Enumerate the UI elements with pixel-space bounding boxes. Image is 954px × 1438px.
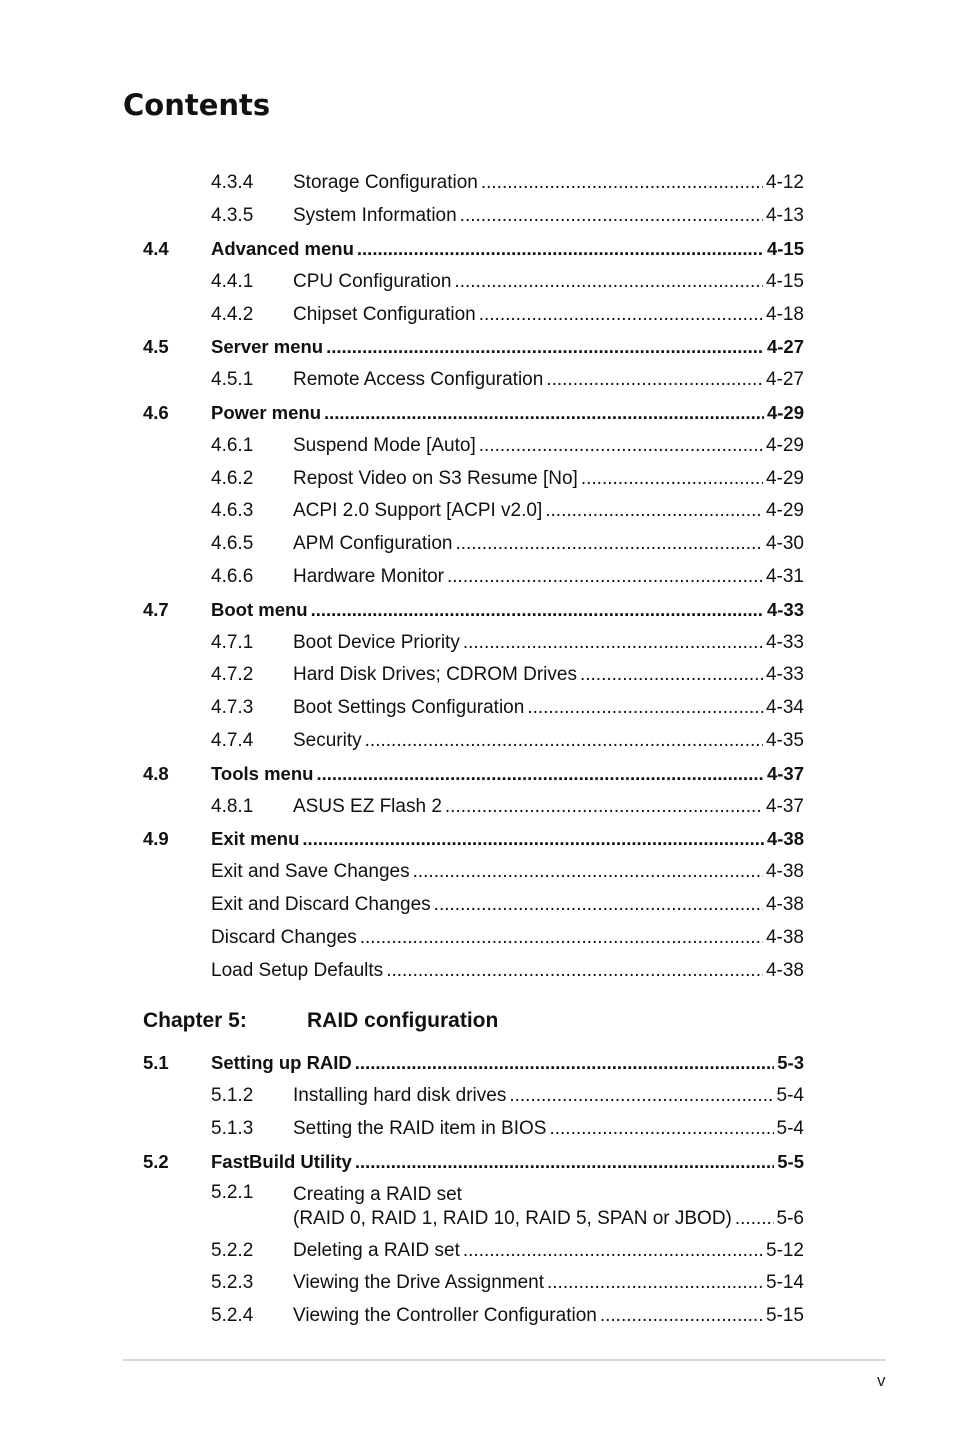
toc-entry-page: 5-3: [777, 1052, 804, 1074]
dot-leader: [527, 697, 763, 719]
toc-entry-number: 4.4.1: [211, 270, 254, 292]
toc-entry-title: Tools menu: [211, 762, 314, 784]
chapter-title: RAID configuration: [307, 1008, 499, 1032]
toc-entry[interactable]: [143, 921, 804, 954]
toc-entry-page: 4-33: [765, 631, 804, 653]
toc-entry-body: [293, 632, 804, 654]
toc-entry-page: 4-31: [765, 565, 804, 587]
toc-entry-number: 4.4: [143, 237, 169, 259]
toc-entry-title: Boot Device Priority: [293, 631, 460, 653]
toc-entry[interactable]: [143, 1178, 804, 1234]
toc-entry-title: Setting up RAID: [211, 1052, 352, 1074]
toc-entry-title: Advanced menu: [211, 237, 354, 259]
toc-entry-title: FastBuild Utility: [211, 1150, 352, 1172]
toc-entry-title: Setting the RAID item in BIOS: [293, 1117, 547, 1139]
toc-entry[interactable]: [143, 495, 804, 528]
toc-entry[interactable]: [143, 692, 804, 725]
toc-entry-title: APM Configuration: [293, 533, 453, 555]
dot-leader: [355, 1052, 774, 1074]
toc-entry[interactable]: [143, 167, 804, 200]
toc-entry-body: [293, 566, 804, 588]
toc-entry-title-continued: (RAID 0, RAID 1, RAID 10, RAID 5, SPAN or JBOD): [293, 1208, 732, 1230]
toc-entry[interactable]: [143, 298, 804, 331]
dot-leader: [355, 1151, 774, 1173]
toc-entry-title: Storage Configuration: [293, 172, 478, 194]
toc-entry-body: [293, 1118, 804, 1140]
dot-leader: [547, 1272, 763, 1294]
toc-entry-body: [211, 828, 804, 850]
table-of-contents: [143, 167, 804, 1333]
toc-entry-body: [293, 664, 804, 686]
toc-entry[interactable]: [143, 757, 804, 790]
toc-entry-body: [211, 238, 804, 260]
toc-entry-title: Chipset Configuration: [293, 303, 476, 325]
dot-leader: [357, 238, 764, 260]
toc-entry-title: CPU Configuration: [293, 270, 452, 292]
toc-entry-number: 4.5.1: [211, 369, 254, 391]
toc-entry-body: [211, 861, 804, 883]
toc-entry-body: [293, 533, 804, 555]
toc-entry-title: ACPI 2.0 Support [ACPI v2.0]: [293, 500, 543, 522]
toc-entry[interactable]: [143, 856, 804, 889]
toc-entry[interactable]: [143, 659, 804, 692]
toc-entry-page: 4-38: [765, 893, 804, 915]
toc-entry-body: [293, 1085, 804, 1107]
dot-leader: [479, 304, 763, 326]
toc-entry[interactable]: [143, 626, 804, 659]
dot-leader: [735, 1208, 774, 1230]
toc-entry-page: 5-14: [765, 1272, 804, 1294]
toc-entry-page: 4-34: [765, 697, 804, 719]
toc-entry-number: 4.6.5: [211, 533, 254, 555]
toc-entry-body: [293, 796, 804, 818]
dot-leader: [324, 402, 764, 424]
toc-entry-number: 4.6.6: [211, 565, 254, 587]
toc-entry[interactable]: [143, 265, 804, 298]
toc-entry-number: 4.3.5: [211, 205, 254, 227]
toc-entry-body: [293, 1305, 804, 1327]
toc-entry-page: 4-38: [766, 828, 804, 850]
toc-entry-number: 4.8.1: [211, 795, 254, 817]
toc-entry-title: Server menu: [211, 336, 324, 358]
toc-entry-body: [211, 402, 804, 424]
dot-leader: [455, 533, 763, 555]
toc-entry-number: 5.2.3: [211, 1272, 254, 1294]
toc-entry[interactable]: [143, 462, 804, 495]
toc-entry-number: 4.7.2: [211, 664, 254, 686]
dot-leader: [479, 435, 763, 457]
toc-entry[interactable]: [143, 397, 804, 430]
dot-leader: [316, 763, 764, 785]
toc-entry-page: 4-29: [765, 500, 804, 522]
dot-leader: [509, 1085, 773, 1107]
toc-entry-title: Security: [293, 729, 362, 751]
toc-entry-number: 4.9: [143, 828, 169, 850]
page-title: Contents: [123, 88, 271, 122]
toc-entry-page: 5-15: [765, 1305, 804, 1327]
dot-leader: [460, 205, 763, 227]
footer-divider: [123, 1359, 886, 1361]
toc-entry-body: [293, 1240, 804, 1262]
toc-entry-page: 4-18: [765, 303, 804, 325]
toc-entry-body: [211, 960, 804, 982]
dot-leader: [386, 960, 763, 982]
toc-entry-title: Deleting a RAID set: [293, 1239, 460, 1261]
toc-entry-number: 4.4.2: [211, 303, 254, 325]
toc-entry-page: 5-12: [765, 1239, 804, 1261]
toc-entry-title: Boot Settings Configuration: [293, 697, 525, 719]
toc-entry-page: 5-5: [777, 1150, 804, 1172]
toc-entry[interactable]: [143, 954, 804, 987]
toc-entry-title: Boot menu: [211, 598, 308, 620]
toc-entry-page: 4-27: [765, 369, 804, 391]
toc-entry-title: ASUS EZ Flash 2: [293, 795, 442, 817]
dot-leader: [580, 664, 763, 686]
toc-entry-body: [211, 1052, 804, 1074]
toc-entry[interactable]: [143, 1113, 804, 1146]
toc-entry-page: 4-29: [766, 401, 804, 423]
toc-entry-title: Suspend Mode [Auto]: [293, 434, 476, 456]
toc-entry-page: 4-37: [766, 762, 804, 784]
toc-entry-body: [293, 435, 804, 457]
dot-leader: [311, 599, 764, 621]
toc-entry-title: Hardware Monitor: [293, 565, 444, 587]
toc-entry-body: [211, 599, 804, 621]
dot-leader: [326, 336, 764, 358]
toc-entry-body: [293, 1272, 804, 1294]
toc-entry-page: 4-29: [765, 467, 804, 489]
toc-entry-body: [211, 894, 804, 916]
toc-entry[interactable]: [143, 593, 804, 626]
toc-entry-number: 5.2: [143, 1150, 169, 1172]
toc-entry-page: 4-29: [765, 434, 804, 456]
toc-entry[interactable]: [143, 1080, 804, 1113]
toc-entry-page: 5-4: [776, 1117, 804, 1139]
dot-leader: [447, 566, 763, 588]
toc-entry-title: Exit and Save Changes: [211, 861, 410, 883]
toc-entry-title: Exit and Discard Changes: [211, 893, 431, 915]
toc-entry-body: [293, 500, 804, 522]
toc-entry-page: 4-38: [765, 959, 804, 981]
dot-leader: [365, 730, 763, 752]
toc-entry-page: 4-15: [766, 237, 804, 259]
toc-entry-page: 4-35: [765, 729, 804, 751]
toc-entry-page: 4-13: [765, 205, 804, 227]
toc-entry-page: 4-38: [765, 861, 804, 883]
toc-entry[interactable]: [143, 1047, 804, 1080]
dot-leader: [463, 632, 763, 654]
toc-entry-title: Power menu: [211, 401, 321, 423]
toc-entry-title: Load Setup Defaults: [211, 959, 384, 981]
toc-entry-page: 4-27: [766, 336, 804, 358]
toc-entry-number: 4.7: [143, 598, 169, 620]
toc-entry-number: 4.8: [143, 762, 169, 784]
dot-leader: [546, 369, 763, 391]
toc-entry-body: [211, 1151, 804, 1173]
toc-entry[interactable]: [143, 561, 804, 594]
toc-entry-number: 4.6: [143, 401, 169, 423]
toc-entry-number: 5.2.4: [211, 1305, 254, 1327]
toc-entry-title: System Information: [293, 205, 457, 227]
dot-leader: [463, 1240, 763, 1262]
toc-entry[interactable]: [143, 233, 804, 266]
toc-entry-title: Viewing the Drive Assignment: [293, 1272, 544, 1294]
toc-entry-number: 4.7.3: [211, 697, 254, 719]
toc-entry-body: [293, 271, 804, 293]
toc-entry[interactable]: [143, 1267, 804, 1300]
toc-entry-body: [293, 697, 804, 719]
chapter-5-heading: [143, 987, 804, 1047]
chapter-4-entries: [143, 167, 804, 987]
toc-entry-page: 4-33: [766, 598, 804, 620]
toc-entry[interactable]: [143, 364, 804, 397]
toc-entry-title: Creating a RAID set: [293, 1184, 462, 1206]
toc-entry-number: 4.6.2: [211, 467, 254, 489]
toc-entry-page: 4-33: [765, 664, 804, 686]
toc-entry-page: 4-37: [765, 795, 804, 817]
toc-entry-body: [211, 927, 804, 949]
dot-leader: [434, 894, 763, 916]
toc-entry-title: Viewing the Controller Configuration: [293, 1305, 597, 1327]
toc-entry-title: Hard Disk Drives; CDROM Drives: [293, 664, 577, 686]
toc-entry-number: 4.3.4: [211, 172, 254, 194]
toc-entry-page: 5-6: [776, 1208, 804, 1230]
toc-entry-page: 5-4: [776, 1085, 804, 1107]
toc-entry[interactable]: [143, 823, 804, 856]
dot-leader: [549, 1118, 773, 1140]
chapter-5-entries: [143, 1047, 804, 1333]
toc-entry[interactable]: [143, 1234, 804, 1267]
toc-entry-body: [293, 304, 804, 326]
toc-entry[interactable]: [143, 429, 804, 462]
toc-entry-page: 4-30: [765, 533, 804, 555]
chapter-label: Chapter 5:: [143, 1008, 247, 1032]
toc-entry[interactable]: [143, 1145, 804, 1178]
toc-entry-title: Repost Video on S3 Resume [No]: [293, 467, 578, 489]
toc-entry-number: 4.7.1: [211, 631, 254, 653]
toc-entry-number: 5.2.1: [211, 1182, 254, 1204]
dot-leader: [413, 861, 763, 883]
dot-leader: [600, 1305, 763, 1327]
toc-entry[interactable]: [143, 331, 804, 364]
dot-leader: [445, 796, 763, 818]
toc-entry[interactable]: [143, 1300, 804, 1333]
dot-leader: [481, 172, 763, 194]
toc-entry-page: 4-12: [765, 172, 804, 194]
dot-leader: [302, 828, 764, 850]
toc-entry-page: 4-38: [765, 926, 804, 948]
toc-entry-number: 5.1.2: [211, 1085, 254, 1107]
toc-entry-page: 4-15: [765, 270, 804, 292]
toc-entry-body: [293, 369, 804, 391]
dot-leader: [545, 500, 763, 522]
toc-entry-title: Discard Changes: [211, 926, 357, 948]
page-number: v: [877, 1371, 886, 1390]
toc-entry[interactable]: [143, 528, 804, 561]
toc-entry-number: 4.6.3: [211, 500, 254, 522]
toc-entry[interactable]: [143, 889, 804, 922]
toc-entry-number: 4.6.1: [211, 434, 254, 456]
toc-entry-body: [211, 336, 804, 358]
toc-entry-body: [293, 1182, 804, 1230]
toc-entry-body: [293, 468, 804, 490]
toc-entry-number: 4.5: [143, 336, 169, 358]
toc-entry-body: [211, 763, 804, 785]
toc-entry-number: 5.2.2: [211, 1239, 254, 1261]
dot-leader: [454, 271, 763, 293]
toc-entry-number: 4.7.4: [211, 729, 254, 751]
toc-entry[interactable]: [143, 725, 804, 758]
toc-entry-title: Remote Access Configuration: [293, 369, 544, 391]
toc-entry-body: [293, 172, 804, 194]
toc-entry[interactable]: [143, 200, 804, 233]
toc-entry-title: Exit menu: [211, 828, 300, 850]
toc-entry-title: Installing hard disk drives: [293, 1085, 507, 1107]
dot-leader: [360, 927, 763, 949]
toc-entry-body: [293, 205, 804, 227]
toc-entry-number: 5.1: [143, 1052, 169, 1074]
toc-entry-body: [293, 730, 804, 752]
toc-entry-number: 5.1.3: [211, 1117, 254, 1139]
toc-entry-line-2: [293, 1208, 804, 1230]
dot-leader: [581, 468, 763, 490]
toc-entry[interactable]: [143, 790, 804, 823]
